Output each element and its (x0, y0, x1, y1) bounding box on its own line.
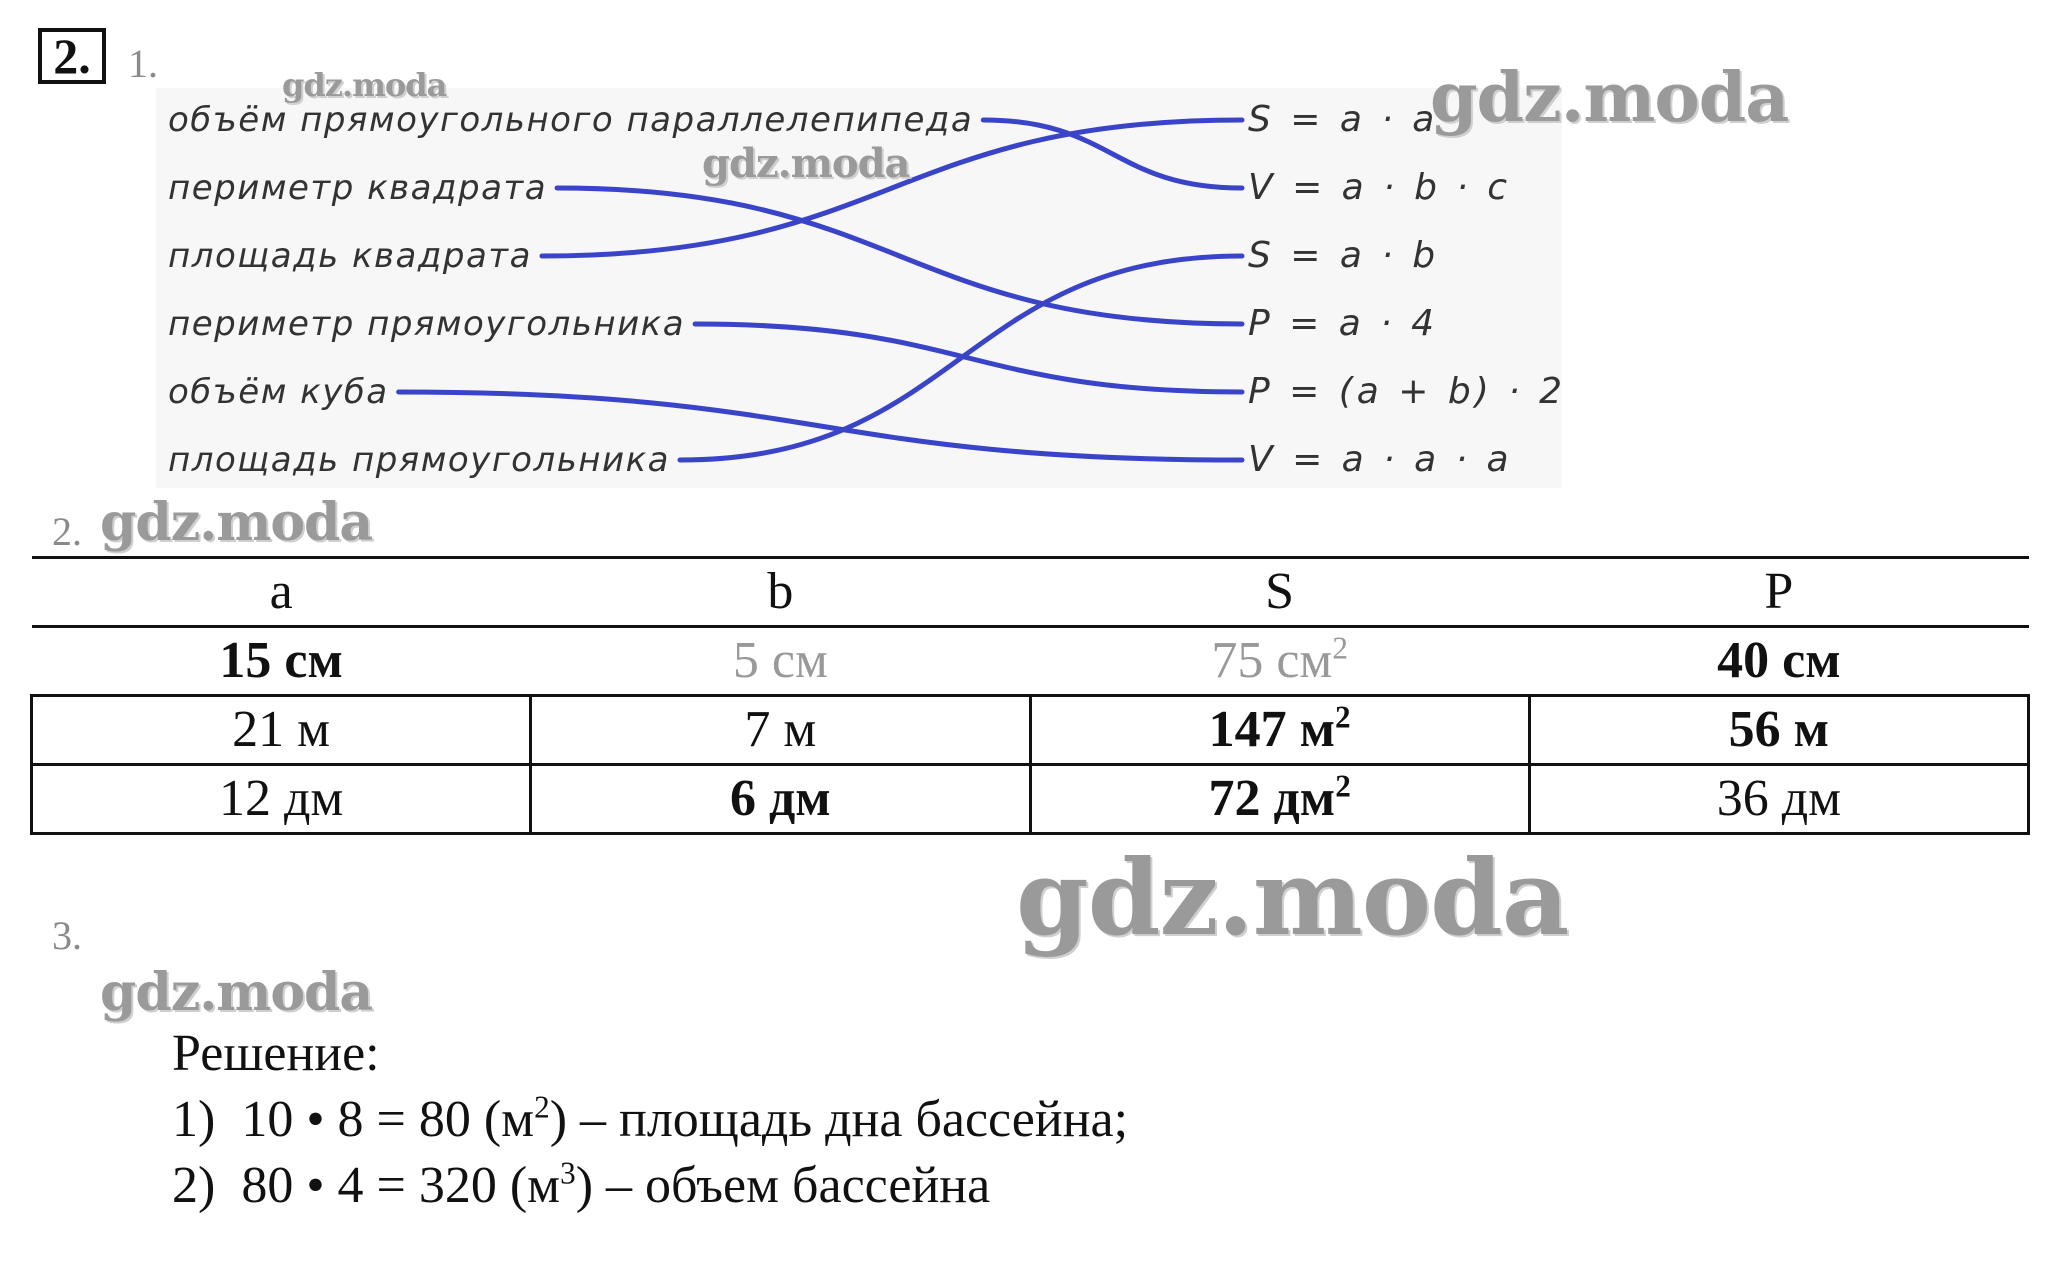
connection-line (695, 324, 1242, 392)
cell-b: 6 дм (531, 765, 1030, 834)
table-header-row (32, 558, 2029, 627)
formula-rectangle-area: S = a · b (1248, 235, 1440, 276)
cell-p: 36 дм (1529, 765, 2028, 834)
watermark: gdz.moda (100, 492, 373, 553)
cell-a: 21 м (32, 696, 531, 765)
watermark: gdz.moda (100, 962, 373, 1023)
step-expression: 10 • 8 = 80 (м (241, 1091, 535, 1148)
part2-number: 2. (52, 509, 82, 554)
step-exponent: 3 (560, 1155, 576, 1191)
term-square-perimeter: периметр квадрата (168, 168, 548, 208)
cell-s (1030, 765, 1529, 834)
header-a: a (32, 558, 531, 627)
watermark: gdz.moda (1430, 58, 1789, 138)
step-description: ) – объем бассейна (575, 1157, 991, 1214)
header-s: S (1030, 558, 1529, 627)
term-rectangle-area: площадь прямоугольника (168, 440, 670, 480)
solution-heading: Решение: (172, 1025, 380, 1082)
cell-s-value: 75 см (1211, 632, 1333, 689)
cell-p: 56 м (1529, 696, 2028, 765)
task-number-box: 2. (38, 28, 106, 84)
term-rectangle-perimeter: периметр прямоугольника (168, 304, 686, 344)
term-square-area: площадь квадрата (168, 236, 532, 276)
watermark: gdz.moda (1016, 836, 1569, 959)
header-b: b (531, 558, 1030, 627)
cell-a: 15 см (32, 627, 531, 696)
formula-cube-volume: V = a · a · a (1248, 439, 1513, 480)
rectangle-table (30, 556, 2030, 835)
step-number: 2) (172, 1157, 216, 1214)
solution-step-1 (172, 1090, 1128, 1150)
cell-s-exponent: 2 (1335, 768, 1351, 804)
connection-line (983, 120, 1242, 188)
term-parallelepiped-volume: объём прямоугольного параллелепипеда (168, 100, 974, 140)
formula-square-area: S = a · a (1248, 99, 1439, 140)
cell-p: 40 см (1529, 627, 2028, 696)
cell-s-value: 147 м (1208, 701, 1336, 758)
step-number: 1) (172, 1091, 216, 1148)
watermark: gdz.moda (282, 66, 447, 104)
watermark: gdz.moda (702, 140, 910, 187)
connection-line (680, 256, 1242, 460)
cell-b: 5 см (531, 627, 1030, 696)
solution-step-2 (172, 1156, 990, 1216)
table-row (32, 627, 2029, 696)
step-description: ) – площадь дна бассейна; (549, 1091, 1129, 1148)
formula-parallelepiped-volume: V = a · b · c (1248, 167, 1512, 208)
table-row (32, 696, 2029, 765)
step-expression: 80 • 4 = 320 (м (241, 1157, 561, 1214)
cell-s (1030, 627, 1529, 696)
part3-number: 3. (52, 913, 82, 958)
cell-s-exponent: 2 (1332, 630, 1348, 666)
step-exponent: 2 (534, 1089, 550, 1125)
header-p: P (1529, 558, 2028, 627)
formula-square-perimeter: P = a · 4 (1248, 303, 1439, 344)
connection-line (557, 188, 1242, 324)
table-row (32, 765, 2029, 834)
cell-a: 12 дм (32, 765, 531, 834)
cell-b: 7 м (531, 696, 1030, 765)
cell-s-value: 72 дм (1208, 770, 1336, 827)
connection-line (399, 392, 1242, 460)
part1-number: 1. (128, 41, 158, 86)
term-cube-volume: объём куба (168, 372, 389, 412)
cell-s (1030, 696, 1529, 765)
cell-s-exponent: 2 (1335, 699, 1351, 735)
formula-rectangle-perimeter: P = (a + b) · 2 (1248, 371, 1567, 412)
